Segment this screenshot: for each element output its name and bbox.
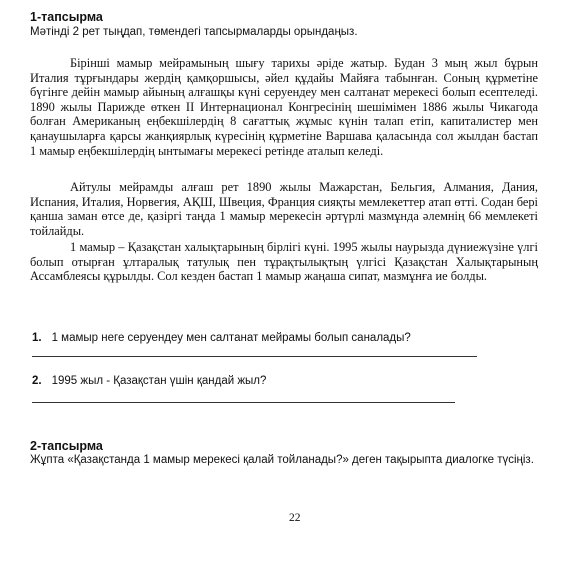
answer-line-2[interactable] [32,402,455,403]
task1-instruction: Мәтінді 2 рет тыңдап, төмендегі тапсырмаларды орындаңыз. [30,26,358,38]
question-2 [32,375,266,388]
task2-title: 2-тапсырма [30,439,103,453]
question-2-text: 1995 жыл - Қазақстан үшін қандай жыл? [51,375,267,387]
text-paragraph-2: Айтулы мейрамды алғаш рет 1890 жылы Мажарстан, Бельгия, Алмания, Дания, Испания, Италия, Норвегия, АҚШ, Швеция, Франция сияқты мемлекеттер атап өтті. Содан бері қанша заман өтсе де, қазіргі таңда 1 мамыр мерекесін әртүрлі мазмұнда әлемнің 66 мемлекеті тойлайды. [30,180,538,238]
text-paragraph-3: 1 мамыр – Қазақстан халықтарының бірлігі күні. 1995 жылы наурызда дүниежүзіне үлгі болып отырған ұлтаралық татулық пен тұрақтылықтың үлгісі Қазақстан Халықтарының Ассамблеясы құрылды. Сол кезден бастап 1 мамыр жаңаша сипат, мазмұнға ие болды. [30,240,538,284]
text-paragraph-1: Бірінші мамыр мейрамының шығу тарихы әріде жатыр. Будан 3 мың жыл бұрын Италия тұрғындары жердің қамқоршысы, әйел құдайы Майяға табынған. Соның құрметіне бүгінге дейін мамыр айының алғашқы күні серуендеу мен салтанат мерекесі болып есептеледі. 1890 жылы Парижде өткен II Интернационал Конгресінің шешімімен 1886 жылы Чикагода болған Американың еңбекшілердің 8 сағаттық жұмыс күнін талап етіп, капиталистер мен қанаушыларға қарсы жанқиярлық күресінің құрметіне Варшава қаласында сол жылдан бастап 1 мамыр еңбекшілердің ынтымағы мерекесі ретінде аталып келеді. [30,56,538,158]
page-number: 22 [289,512,301,524]
question-1-number: 1. [32,332,42,344]
question-1 [32,332,411,345]
task1-title: 1-тапсырма [30,10,103,24]
question-1-text: 1 мамыр неге серуендеу мен салтанат мейрамы болып саналады? [51,332,411,344]
question-2-number: 2. [32,375,42,387]
answer-line-1[interactable] [32,356,477,357]
task2-instruction: Жұпта «Қазақстанда 1 мамыр мерекесі қалай тойланады?» деген тақырыпта диалогке түсіңіз. [30,454,534,466]
